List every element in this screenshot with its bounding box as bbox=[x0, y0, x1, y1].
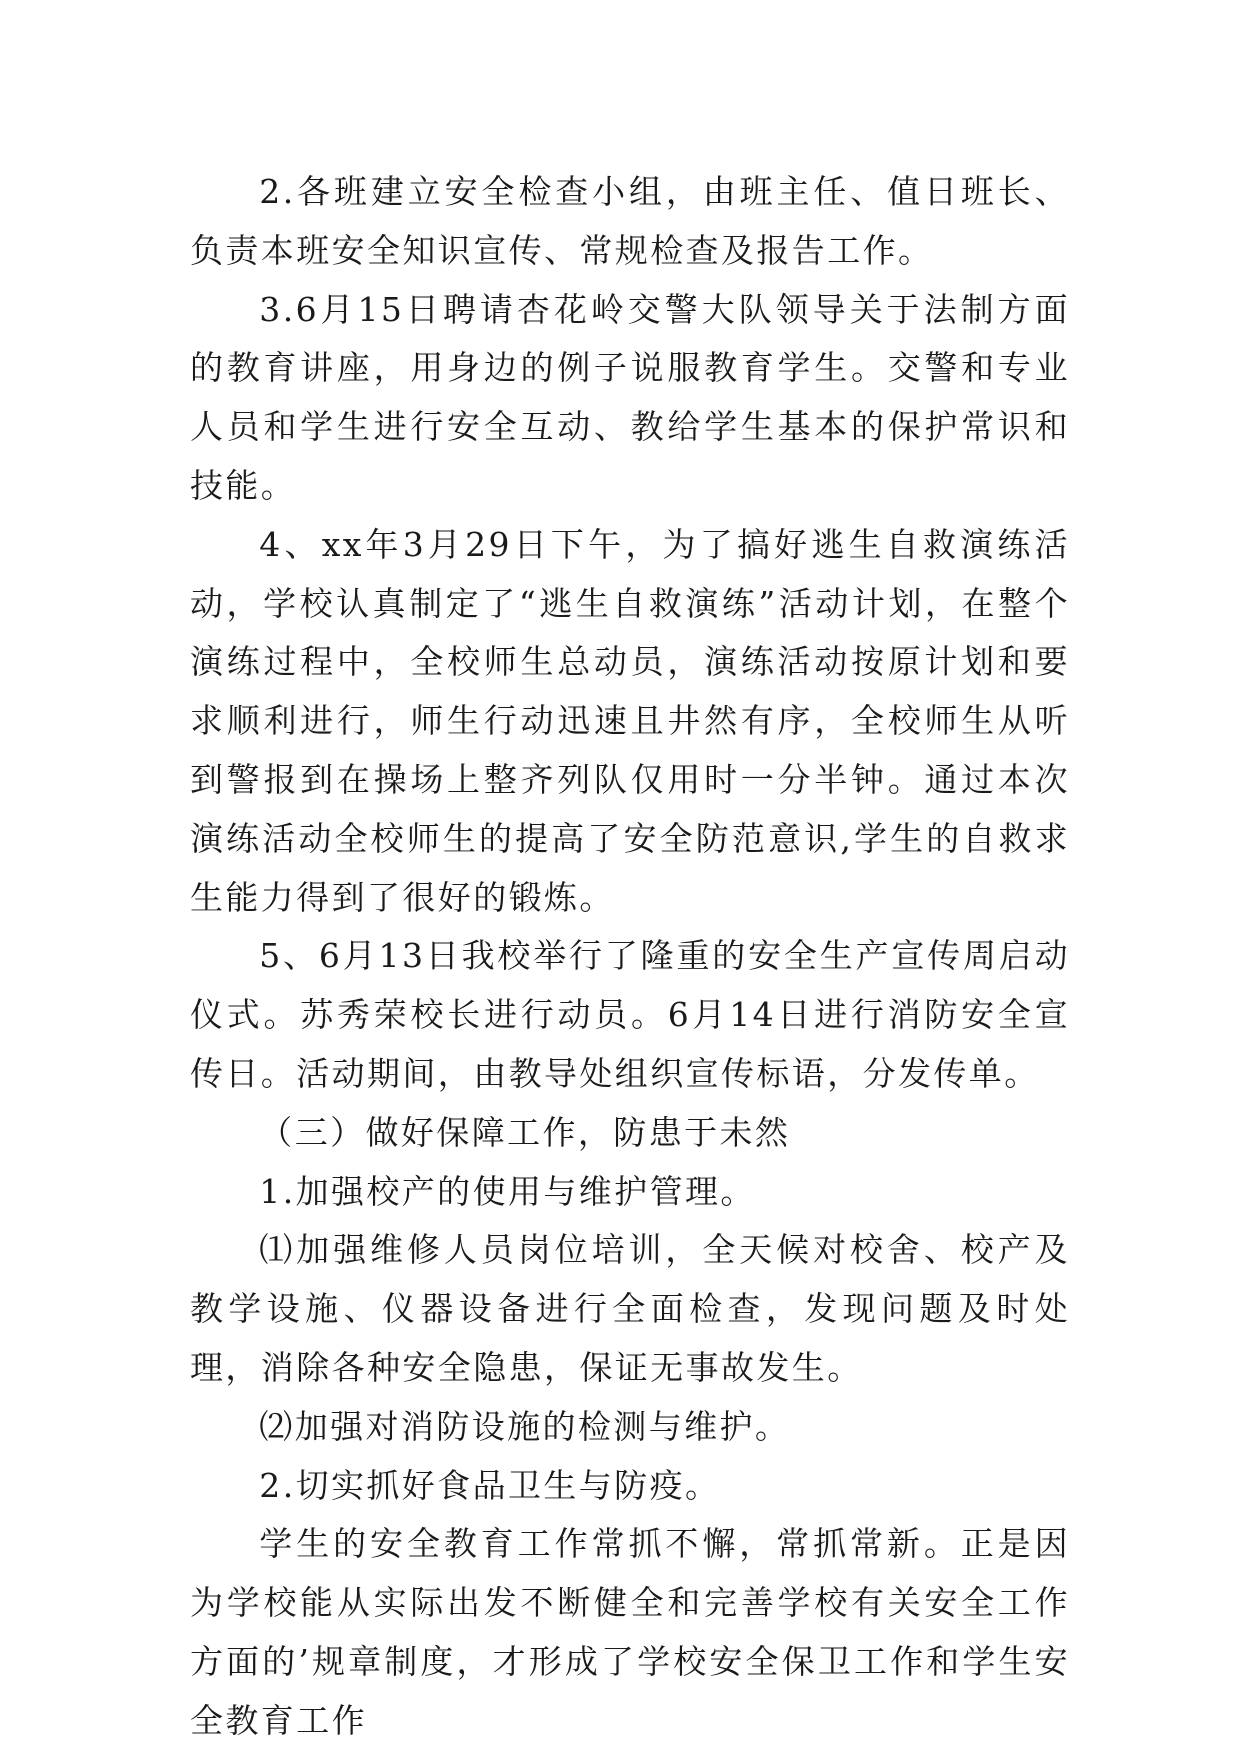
paragraph-fire-facilities: ⑵加强对消防设施的检测与维护。 bbox=[259, 1406, 791, 1446]
paragraph-school-property: 1.加强校产的使用与维护管理。 bbox=[259, 1171, 756, 1211]
paragraph-safety-week: 5、6月13日我校举行了隆重的安全生产宣传周启动仪式。苏秀荣校长进行动员。6月14日进行消防安全宣传日。活动期间，由教导处组织宣传标语，分发传单。 bbox=[190, 936, 1070, 1093]
section-heading-safeguards: （三）做好保障工作，防患于未然 bbox=[259, 1112, 791, 1152]
paragraph-safety-check-group: 2.各班建立安全检查小组，由班主任、值日班长、负责本班安全知识宣传、常规检查及报告工作。 bbox=[190, 172, 1070, 270]
document-body bbox=[190, 163, 1070, 1751]
paragraph-maintenance-training: ⑴加强维修人员岗位培训，全天候对校舍、校产及教学设施、仪器设备进行全面检查，发现问题及时处理，消除各种安全隐患，保证无事故发生。 bbox=[190, 1230, 1070, 1387]
paragraph-conclusion: 学生的安全教育工作常抓不懈，常抓常新。正是因为学校能从实际出发不断健全和完善学校有关安全工作方面的’规章制度，才形成了学校安全保卫工作和学生安全教育工作 bbox=[190, 1524, 1070, 1740]
paragraph-traffic-police-lecture: 3.6月15日聘请杏花岭交警大队领导关于法制方面的教育讲座，用身边的例子说服教育学生。交警和专业人员和学生进行安全互动、教给学生基本的保护常识和技能。 bbox=[190, 289, 1070, 505]
paragraph-escape-drill: 4、xx年3月29日下午，为了搞好逃生自救演练活动，学校认真制定了“逃生自救演练”活动计划，在整个演练过程中，全校师生总动员，演练活动按原计划和要求顺利进行，师生行动迅速且井然有序，全校师生从听到警报到在操场上整齐列队仅用时一分半钟。通过本次演练活动全校师生的提高了安全防范意识,学生的自救求生能力得到了很好的锻炼。 bbox=[190, 524, 1070, 917]
paragraph-food-hygiene: 2.切实抓好食品卫生与防疫。 bbox=[259, 1465, 721, 1505]
